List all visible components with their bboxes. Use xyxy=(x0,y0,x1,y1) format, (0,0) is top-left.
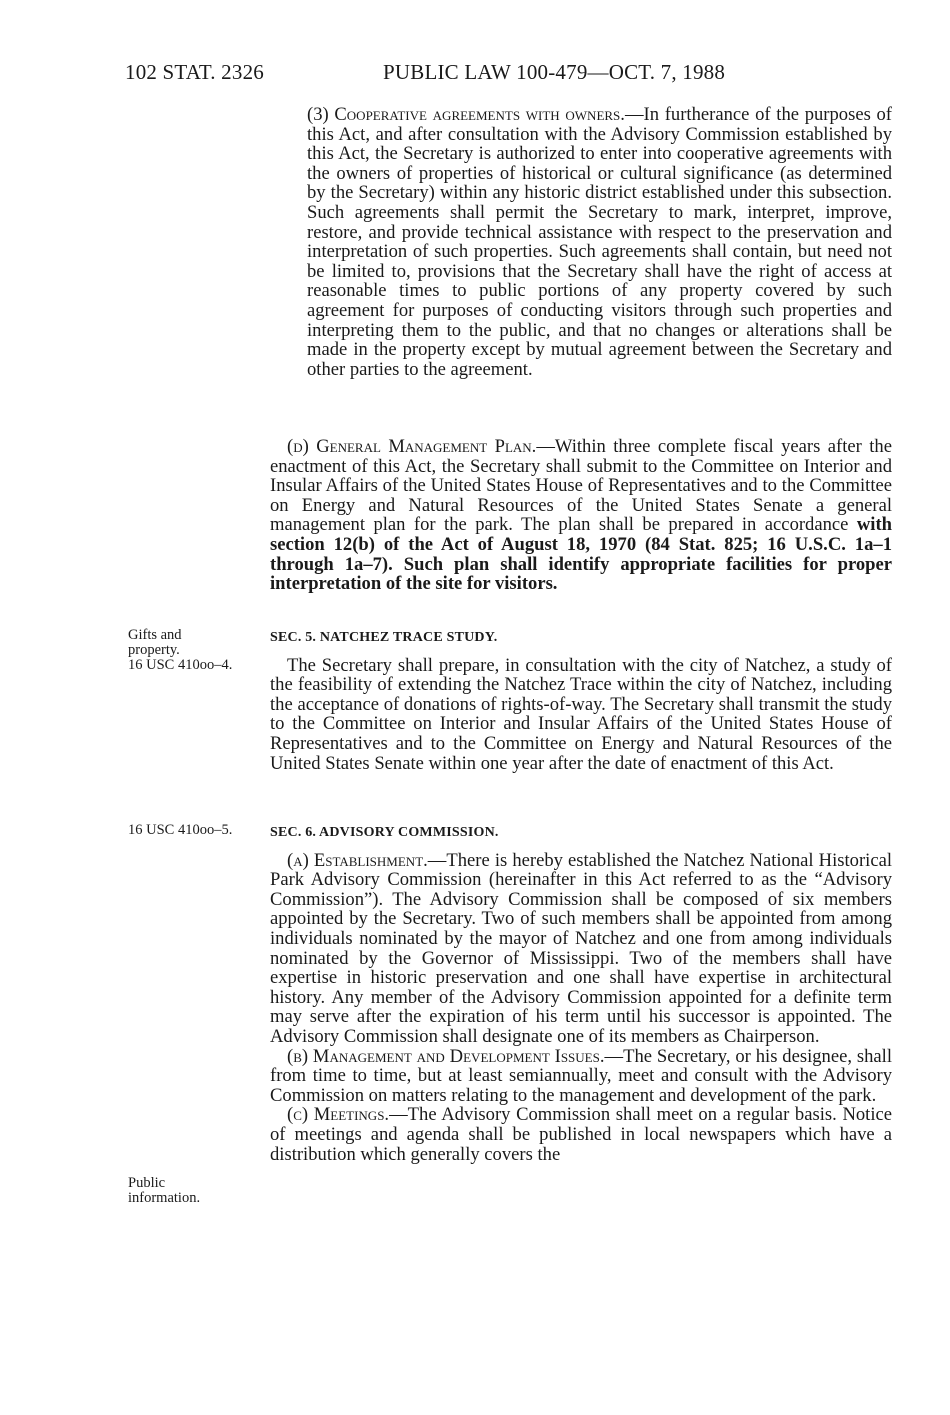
establishment-heading: (a) Establishment. xyxy=(287,849,428,871)
margin-note-usc-4: 16 USC 410oo–4. xyxy=(128,657,233,673)
margin-note-public-line2: information. xyxy=(128,1190,201,1206)
section-5-heading: SEC. 5. NATCHEZ TRACE STUDY. xyxy=(270,630,498,645)
cooperative-agreements-heading: (3) Cooperative agreements with owners. xyxy=(307,104,625,125)
stat-page-number: 102 STAT. 2326 xyxy=(125,60,264,84)
cooperative-agreements-paragraph xyxy=(307,105,892,379)
section-6-meetings xyxy=(270,1105,892,1164)
establishment-text: —There is hereby established the Natchez National Historical Park Advisory Commission (hereinafter in this Act referred to as the “Advisory Commission”). The Advisory Commission shall be composed of six members appointed by the Secretary. Two of such members shall be appointed from among individuals nominated by the mayor of Natchez and one from among individuals nominated by the Governor of Mississippi. Two of the members shall have expertise in historic preservation and one shall have expertise in architectural history. Any member of the Advisory Commission appointed for a definite term may serve after the expiration of his term until his successor is appointed. The Advisory Commission shall designate one of its members as Chairperson. xyxy=(270,849,892,1047)
section-6-heading: SEC. 6. ADVISORY COMMISSION. xyxy=(270,825,499,840)
section-6 xyxy=(270,823,892,1164)
margin-note-gifts-line1: Gifts and xyxy=(128,627,182,643)
general-management-plan-text: —Within three complete fiscal years after the enactment of this Act, the Secretary shall submit to the Committee on Interior and Insular Affairs of the United States House of Representatives and to the Committee on Energy and Natural Resources of the United States Senate a general management plan for the park. The plan shall be prepared in accordance xyxy=(270,436,892,536)
margin-note-usc-5: 16 USC 410oo–5. xyxy=(128,822,233,838)
public-law-header: PUBLIC LAW 100-479—OCT. 7, 1988 xyxy=(383,60,726,84)
margin-note-public-information xyxy=(128,1176,258,1206)
general-management-plan-bold-text: with section 12(b) of the Act of August 18, 1970 (84 Stat. 825; 16 U.S.C. 1a–1 through 1a–7). Such plan shall identify appropriate facilities for proper interpretation of the site for visitors. xyxy=(270,514,892,595)
cooperative-agreements-text: —In furtherance of the purposes of this Act, and after consultation with the Advisory Commission established by this Act, the Secretary is authorized to enter into cooperative agreements with the owners of properties of historical or cultural significance (as determined by the Secretary) within any historic district established under this subsection. Such agreements shall permit the Secretary to mark, interpret, improve, restore, and provide technical assistance with respect to the preservation and interpretation of such properties. Such agreements shall contain, but need not be limited to, provisions that the Secretary shall have the right of access at reasonable times to public portions of any property covered by such agreement for purposes of conducting visitors through such properties and interpreting them to the public, and that no changes or alterations shall be made in the property except by mutual agreement between the Secretary and other parties to the agreement. xyxy=(307,104,892,380)
general-management-plan-heading: (d) General Management Plan. xyxy=(287,436,537,457)
general-management-plan-paragraph xyxy=(270,437,892,594)
section-6-management-development xyxy=(270,1047,892,1106)
section-5-text: The Secretary shall prepare, in consultation with the city of Natchez, a study of the feasibility of extending the Natchez Trace within the city of Natchez, including the acceptance of donations of rights-of-way. The Secretary shall transmit the study to the Committee on Interior and Insular Affairs of the United States House of Representatives and to the Committee on Energy and Natural Resources of the United States Senate within one year after the date of enactment of this Act. xyxy=(270,654,892,774)
margin-note-public-line1: Public xyxy=(128,1175,166,1191)
section-5 xyxy=(270,628,892,773)
section-6-establishment xyxy=(270,851,892,1047)
management-development-heading: (b) Management and Development Issues. xyxy=(287,1045,605,1067)
margin-note-gifts-line2: property. xyxy=(128,642,180,658)
management-development-text: —The Secretary, or his designee, shall from time to time, but at least semiannually, meet and consult with the Advisory Commission on matters relating to the management and development of the park. xyxy=(270,1045,892,1106)
meetings-heading: (c) Meetings. xyxy=(287,1104,390,1126)
meetings-text: —The Advisory Commission shall meet on a regular basis. Notice of meetings and agenda shall be published in local newspapers which have a distribution which generally covers the xyxy=(270,1104,893,1165)
margin-note-gifts xyxy=(128,628,258,673)
